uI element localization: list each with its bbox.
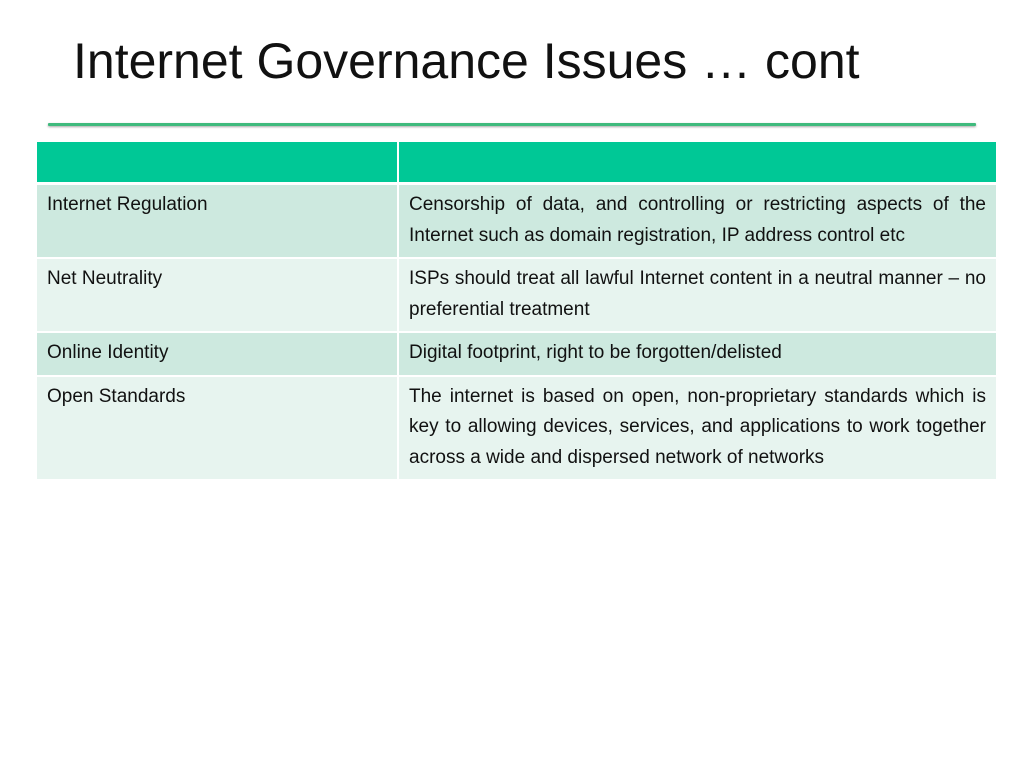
table-row [37, 258, 996, 332]
header-cell-description [398, 142, 996, 184]
issue-cell: Online Identity [37, 332, 398, 376]
issue-cell: Net Neutrality [37, 258, 398, 332]
table-row [37, 376, 996, 481]
description-cell: The internet is based on open, non-proprietary standards which is key to allowing devices, services, and applications to work together across a wide and dispersed network of networks [398, 376, 996, 481]
header-cell-issue [37, 142, 398, 184]
title-underline [48, 123, 976, 126]
issue-cell: Open Standards [37, 376, 398, 481]
description-cell: Censorship of data, and controlling or restricting aspects of the Internet such as domain registration, IP address control etc [398, 184, 996, 259]
slide-title: Internet Governance Issues … cont [73, 33, 860, 89]
description-cell: Digital footprint, right to be forgotten/delisted [398, 332, 996, 376]
description-cell: ISPs should treat all lawful Internet content in a neutral manner – no preferential treatment [398, 258, 996, 332]
issues-table [37, 142, 996, 481]
table-row [37, 184, 996, 259]
issue-cell: Internet Regulation [37, 184, 398, 259]
table-header-row [37, 142, 996, 184]
table-row [37, 332, 996, 376]
